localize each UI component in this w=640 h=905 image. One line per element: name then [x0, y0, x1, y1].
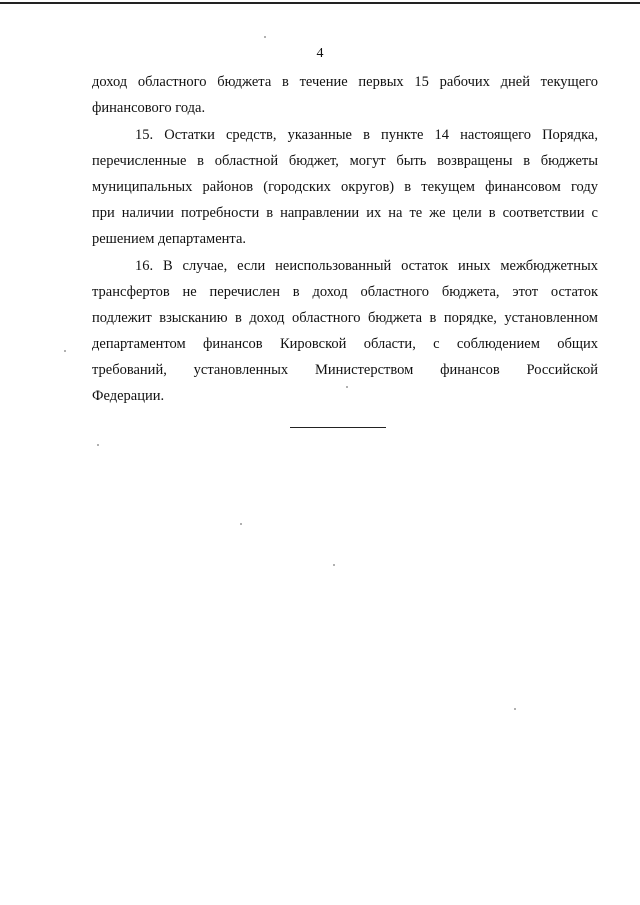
scan-speck [240, 523, 242, 525]
end-of-document-rule [290, 427, 386, 428]
text-line: муниципальных районов (городских округов) в текущем финансовом году [92, 179, 598, 195]
text-line: финансового года. [92, 100, 206, 116]
text-line: решением департамента. [92, 231, 247, 247]
page-top-border [0, 2, 640, 4]
text-line: Федерации. [92, 388, 165, 404]
text-line: департаментом финансов Кировской области, с соблюдением общих [92, 336, 598, 352]
text-line: подлежит взысканию в доход областного бюджета в порядке, установленном [92, 310, 598, 326]
paragraph-16-first-line: 16. В случае, если неиспользованный остаток иных межбюджетных [135, 258, 598, 274]
scan-speck [264, 36, 266, 38]
scan-speck [64, 350, 66, 352]
scan-speck [97, 444, 99, 446]
text-line: перечисленные в областной бюджет, могут быть возвращены в бюджеты [92, 153, 598, 169]
paragraph-15-first-line: 15. Остатки средств, указанные в пункте 14 настоящего Порядка, [135, 127, 598, 143]
scan-speck [346, 386, 348, 388]
scan-speck [333, 564, 335, 566]
scan-speck [514, 708, 516, 710]
text-line: требований, установленных Министерством финансов Российской [92, 362, 598, 378]
page-number: 4 [316, 46, 324, 61]
text-line: при наличии потребности в направлении их на те же цели в соответствии с [92, 205, 598, 221]
text-line: трансфертов не перечислен в доход областного бюджета, этот остаток [92, 284, 598, 300]
text-line: доход областного бюджета в течение первых 15 рабочих дней текущего [92, 74, 598, 90]
